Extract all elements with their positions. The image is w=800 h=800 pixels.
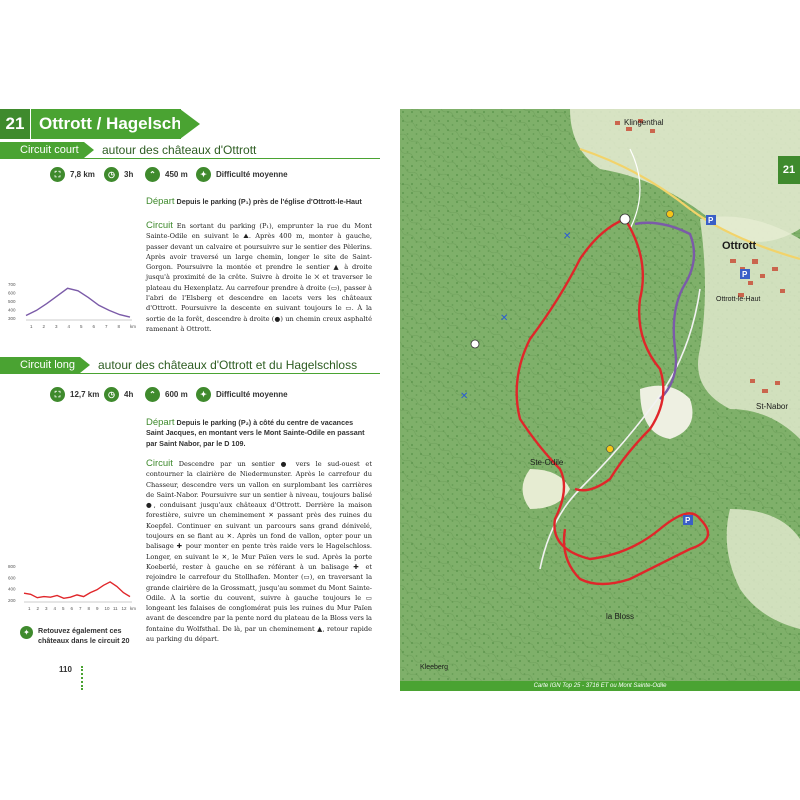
long-duration: ◷ 4h	[104, 386, 133, 402]
short-difficulty: ✦ Difficulté moyenne	[196, 166, 288, 182]
profile-y-tick: 600	[8, 290, 16, 296]
route-title: Ottrott / Hagelschloss	[31, 109, 181, 139]
profile-x-tick: 6	[70, 606, 74, 611]
profile-y-tick: 400	[8, 307, 16, 313]
profile-x-tick: 10	[104, 606, 110, 611]
svg-text:P: P	[708, 216, 714, 225]
profile-x-tick: 4	[53, 606, 57, 611]
profile-x-tick: 8	[117, 324, 121, 329]
profile-y-tick: 600	[8, 575, 16, 581]
short-circuit-divider	[0, 158, 380, 159]
long-depart: Départ Depuis le parking (P₂) à côté du centre de vacances Saint Jacques, en montant vers le Mont Sainte-Odile en passant par Saint Nabor, par le D 109.	[146, 417, 365, 448]
see-also-note: ✦ Retouvez également ces châteaux dans le circuit 20	[20, 626, 130, 646]
short-distance: ⛶ 7,8 km	[50, 166, 95, 182]
short-circuit-header	[0, 142, 380, 158]
long-circuit-text: Circuit Descendre par un sentier ● vers le sud-ouest et contourner la clairière de Niedermunster. Après le carrefour du Chasseur, descendre vers un vallon en surplombant les carrières de Saint-Nabor. Poursuivre sur un sentier à niveau, toujours balisé ●, conduisant jusqu'aux châteaux d'Ottrott. Derrière la maison forestière, suivre un cheminement ✕ passant près des ruines du Koepfel. Continuer en suivant un parcours sans grand dénivelé, toujours en se fiant au ✕. Après un fond de vallon, opter pour un balisage ✚ pour monter en pente très raide vers le Hagelschloss. Longer, en suivant le ✕, le Mur Païen vers le sud. Après la porte Koeberlé, rester à gauche en se référant à un balisage ✚ et rejoindre le carrefour du Stollhafen. Monter (▭), en traversant la grande clairière de la Grossmatt, jusqu'au sommet du Mont Sainte-Odile. À la sortie du couvent, suivre à gauche toujours le ▭ longeant les falaises de conglomérat puis les ruines du Mur Païen avant de descendre par la pente nord du plateau de la Bloss vers la fontaine du Wolfsthal. De là, par un cheminement ▲, retour rapide au parking du départ.	[146, 458, 372, 644]
castle-marker	[471, 340, 479, 348]
map-caption-bar	[400, 681, 800, 691]
svg-text:P: P	[742, 270, 748, 279]
profile-x-tick: 8	[87, 606, 91, 611]
hiker-icon: ✦	[196, 387, 211, 402]
profile-x-tick: 2	[42, 324, 46, 329]
start-marker	[620, 214, 630, 224]
map-caption: Carte IGN Top 25 - 3716 ET ou Mont Sainte-Odile	[533, 683, 667, 689]
label-ottrott: Ottrott	[722, 240, 757, 252]
profile-x-tick: 1	[30, 324, 33, 329]
short-circuit-text: Circuit En sortant du parking (P₁), emprunter la rue du Mont Sainte-Odile en suivant le ⛰. Après 400 m, monter à gauche, passer devant un calvaire et poursuivre sur le sentier des Pèlerins. Après avoir traversé un large chemin, longer le site de Saint-Gorgon. Poursuivre la montée et prendre le sentier ▲ à droite jusqu'à proximité de la crête. Suivre à droite le ✕ et traverser le plateau du Hexenplatz. Au carrefour prendre à droite (▭), passer à l'abri de l'Elsberg et descendre en lacets vers les châteaux d'Ottrott. Poursuivre la descente en suivant toujours le ▭. À la sortie de la forêt, descendre à droite (●) un chemin creux asphalté ramenant à Ottrott.	[146, 220, 372, 333]
profile-x-tick: 3	[45, 606, 48, 611]
profile-y-tick: 200	[8, 598, 16, 603]
short-circuit-subtitle: autour des châteaux d'Ottrott	[102, 143, 257, 157]
profile-y-tick: 400	[8, 586, 16, 592]
page-number: 110	[59, 665, 72, 674]
profile-y-tick: 300	[8, 316, 16, 321]
profile-x-tick: 7	[105, 324, 108, 329]
short-depart: Départ Depuis le parking (P₁) près de l'église d'Ottrott-le-Haut	[146, 196, 362, 207]
cross-icon: ✕	[563, 231, 572, 242]
hiker-icon: ✦	[196, 167, 211, 182]
profile-x-tick: 4	[67, 324, 71, 329]
long-circuit-divider	[0, 373, 380, 374]
clock-icon: ◷	[104, 387, 119, 402]
long-circuit-label: Circuit long	[0, 357, 80, 373]
long-elevation: ⌃ 600 m	[145, 386, 188, 402]
profile-x-tick: 11	[113, 606, 118, 611]
map-page-tab: 21	[778, 156, 800, 184]
cross-icon: ✕	[500, 313, 509, 324]
elevation-icon: ⌃	[145, 387, 160, 402]
profile-x-tick: 5	[62, 606, 65, 611]
profile-x-tick: 7	[79, 606, 82, 611]
svg-text:P: P	[685, 516, 691, 525]
profile-x-tick: 6	[92, 324, 96, 329]
distance-icon: ⛶	[50, 387, 65, 402]
page-number-dots	[81, 666, 85, 690]
long-elevation-profile	[6, 560, 136, 612]
hiker-icon: ✦	[20, 626, 33, 639]
viewpoint-icon	[667, 211, 674, 218]
label-ste-odile: Ste-Odile	[530, 458, 564, 467]
clock-icon: ◷	[104, 167, 119, 182]
profile-x-tick: 1	[28, 606, 31, 611]
long-distance: ⛶ 12,7 km	[50, 386, 99, 402]
route-number: 21	[0, 109, 30, 139]
viewpoint-icon	[607, 446, 614, 453]
topographic-map	[400, 109, 800, 691]
banner-arrow	[180, 109, 200, 139]
short-circuit-label: Circuit court	[0, 142, 84, 158]
route-title-banner	[0, 109, 216, 139]
short-duration: ◷ 3h	[104, 166, 133, 182]
long-difficulty: ✦ Difficulté moyenne	[196, 386, 288, 402]
label-kleeberg: Kleeberg	[420, 664, 449, 671]
profile-x-tick: 2	[36, 606, 40, 611]
distance-icon: ⛶	[50, 167, 65, 182]
short-elevation: ⌃ 450 m	[145, 166, 188, 182]
label-bloss: la Bloss	[606, 612, 635, 621]
profile-x-tick: km	[130, 606, 136, 611]
profile-x-tick: km	[130, 324, 136, 329]
profile-y-tick: 800	[8, 564, 16, 569]
long-circuit-subtitle: autour des châteaux d'Ottrott et du Hagelschloss	[98, 358, 358, 372]
cross-icon: ✕	[460, 391, 469, 402]
long-circuit-header	[0, 357, 380, 373]
label-st-nabor: St-Nabor	[756, 402, 789, 411]
profile-y-tick: 700	[8, 282, 16, 287]
profile-line	[26, 288, 130, 317]
label-klingenthal: Klingenthal	[624, 118, 664, 127]
profile-x-tick: 5	[80, 324, 83, 329]
profile-x-tick: 9	[96, 606, 99, 611]
label-ottrott-le-haut: Ottrott-le-Haut	[716, 296, 761, 303]
elevation-icon: ⌃	[145, 167, 160, 182]
profile-y-tick: 500	[8, 299, 16, 304]
short-elevation-profile	[6, 278, 136, 330]
profile-x-tick: 12	[121, 606, 127, 611]
profile-x-tick: 3	[55, 324, 58, 329]
profile-line	[24, 582, 130, 598]
